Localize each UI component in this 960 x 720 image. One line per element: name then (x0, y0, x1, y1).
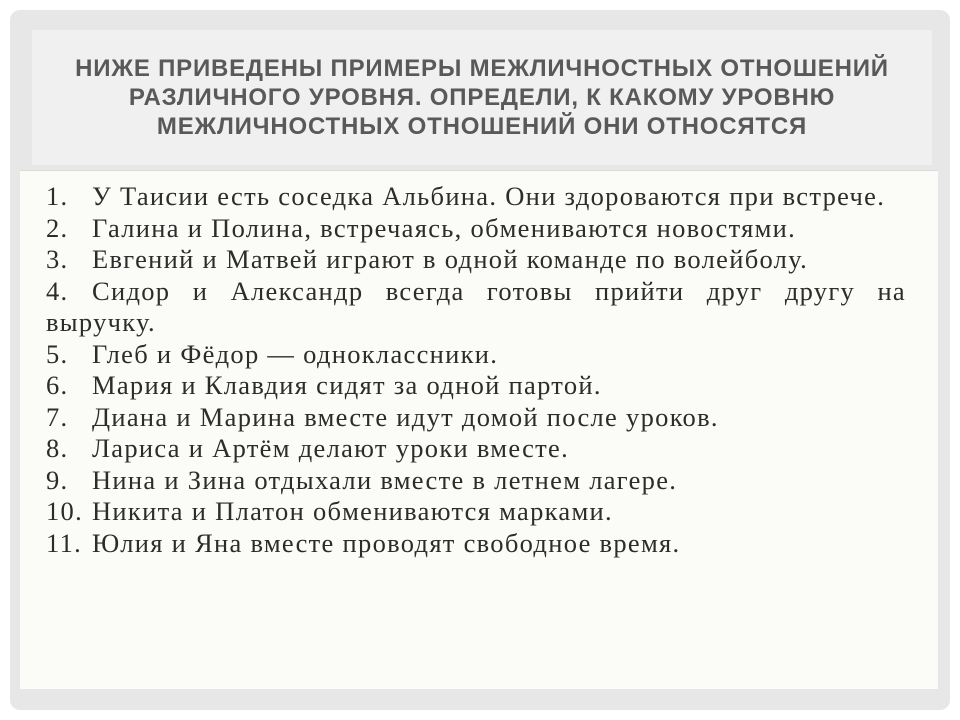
list-item (46, 244, 906, 276)
examples-list (46, 181, 906, 559)
list-item (46, 496, 906, 528)
item-number: 1. (46, 181, 69, 211)
title-box (32, 30, 932, 165)
item-text: Галина и Полина, встречаясь, обмениваются новостями. (92, 212, 797, 243)
item-text: У Таисии есть соседка Альбина. Они здороваются при встрече. (92, 181, 886, 211)
item-text: Юлия и Яна вместе проводят свободное время. (92, 527, 681, 558)
list-item (46, 433, 906, 465)
item-text: Глеб и Фёдор — одноклассники. (92, 338, 499, 369)
slide-title: НИЖЕ ПРИВЕДЕНЫ ПРИМЕРЫ МЕЖЛИЧНОСТНЫХ ОТНОШЕНИЙ РАЗЛИЧНОГО УРОВНЯ. ОПРЕДЕЛИ, К КАКОМУ УРОВНЮ МЕЖЛИЧНОСТНЫХ ОТНОШЕНИЙ ОНИ ОТНОСЯТСЯ (75, 55, 889, 140)
item-text: Мария и Клавдия сидят за одной партой. (92, 370, 602, 400)
list-item (46, 276, 906, 339)
slide (10, 10, 950, 710)
item-text: Никита и Платон обмениваются марками. (92, 496, 613, 526)
item-number: 7. (46, 401, 69, 432)
list-item (46, 528, 906, 560)
list-item (46, 402, 906, 434)
textbook-scan (20, 170, 938, 689)
item-number: 9. (46, 464, 69, 495)
list-item (46, 181, 906, 213)
item-text: Сидор и Александр всегда готовы прийти друг другу на выручку. (46, 275, 906, 337)
item-number: 11. (46, 527, 83, 558)
item-number: 4. (46, 275, 69, 306)
item-text: Евгений и Матвей играют в одной команде по волейболу. (92, 244, 809, 274)
list-item (46, 213, 906, 245)
list-item (46, 465, 906, 497)
item-number: 6. (46, 370, 69, 400)
item-number: 10. (46, 496, 84, 526)
item-number: 5. (46, 338, 69, 369)
list-item (46, 339, 906, 371)
item-number: 2. (46, 212, 69, 243)
item-text: Диана и Марина вместе идут домой после уроков. (92, 401, 719, 432)
list-item (46, 370, 906, 402)
item-number: 8. (46, 433, 69, 463)
item-text: Нина и Зина отдыхали вместе в летнем лагере. (92, 464, 678, 495)
item-number: 3. (46, 244, 69, 274)
item-text: Лариса и Артём делают уроки вместе. (92, 433, 570, 463)
